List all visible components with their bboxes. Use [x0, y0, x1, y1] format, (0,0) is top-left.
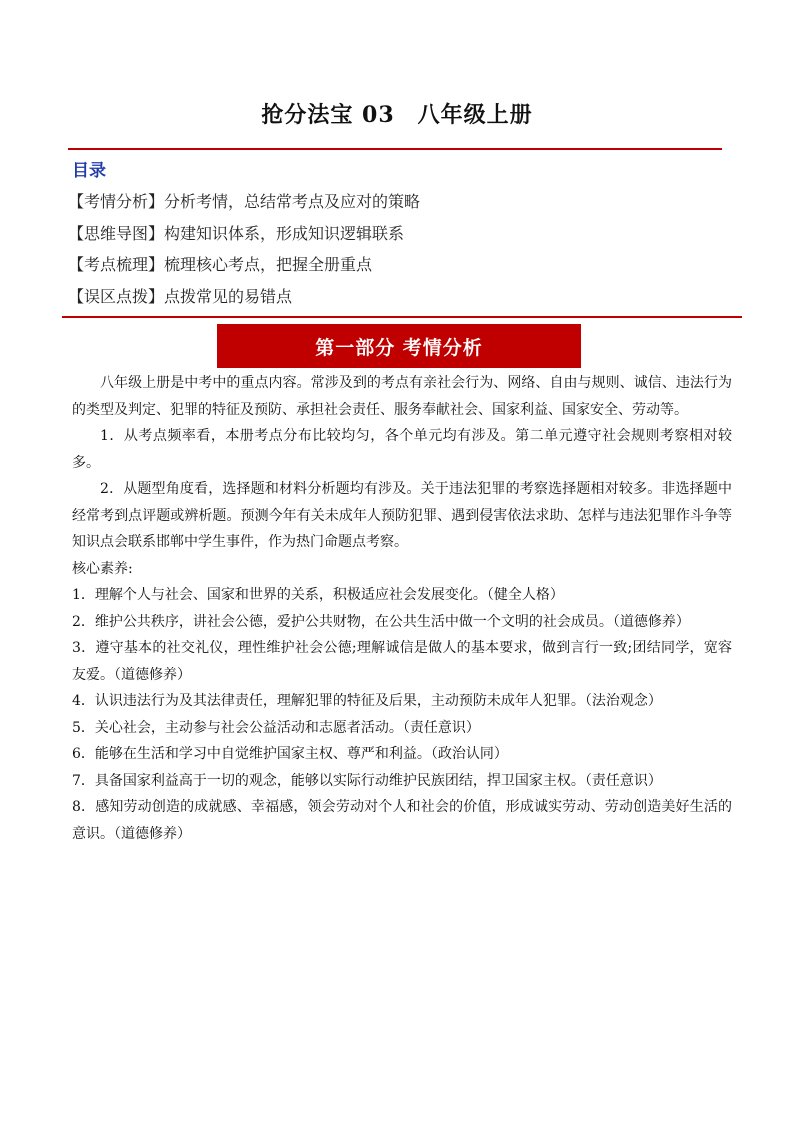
toc-heading: 目录: [72, 161, 106, 181]
literacy-heading: 核心素养:: [72, 560, 133, 577]
literacy-item: 8．感知劳动创造的成就感、幸福感，领会劳动对个人和社会的价值，形成诚实劳动、劳动创造美好生活的意识。（道德修养）: [72, 799, 732, 842]
literacy-item: 7．具备国家利益高于一切的观念，能够以实际行动维护民族团结，捍卫国家主权。（责任意识）: [72, 772, 662, 789]
question-type-paragraph: 2．从题型角度看，选择题和材料分析题均有涉及。关于违法犯罪的考察选择题相对较多。非选择题中经常考到点评题或辨析题。预测今年有关未成年人预防犯罪、遇到侵害依法求助、怎样与违法犯罪作斗争等知识点会联系邯郸中学生事件，作为热门命题点考察。: [72, 481, 732, 550]
literacy-item: 2．维护公共秩序，讲社会公德，爱护公共财物，在公共生活中做一个文明的社会成员。（道德修养）: [72, 613, 690, 630]
toc-item-keypoints: 【考点梳理】梳理核心考点，把握全册重点: [68, 255, 373, 274]
section-banner: 第一部分 考情分析: [217, 324, 581, 368]
literacy-item: 6．能够在生活和学习中自觉维护国家主权、尊严和利益。（政治认同）: [72, 746, 508, 762]
content-body: [72, 370, 732, 847]
literacy-item: 5．关心社会，主动参与社会公益活动和志愿者活动。（责任意识）: [72, 719, 480, 736]
intro-paragraph: 八年级上册是中考中的重点内容。常涉及到的考点有亲社会行为、网络、自由与规则、诚信、违法行为的类型及判定、犯罪的特征及预防、承担社会责任、服务奉献社会、国家利益、国家安全、劳动等。: [72, 375, 732, 418]
literacy-item: 4．认识违法行为及其法律责任，理解犯罪的特征及后果，主动预防未成年人犯罪。（法治观念）: [72, 693, 662, 709]
toc-item-analysis: 【考情分析】分析考情，总结常考点及应对的策略: [68, 192, 421, 211]
toc-item-pitfalls: 【误区点拨】点拨常见的易错点: [68, 286, 293, 306]
literacy-item: 3．遵守基本的社交礼仪，理性维护社会公德;理解诚信是做人的基本要求，做到言行一致;团结同学，宽容友爱。（道德修养）: [72, 640, 732, 683]
frequency-paragraph: 1．从考点频率看，本册考点分布比较均匀，各个单元均有涉及。第二单元遵守社会规则考察相对较多。: [72, 428, 732, 471]
divider-top: [68, 148, 722, 150]
toc-item-mindmap: 【思维导图】构建知识体系，形成知识逻辑联系: [68, 223, 405, 243]
divider-bottom: [62, 316, 742, 318]
toc-list: [68, 186, 420, 312]
literacy-item: 1．理解个人与社会、国家和世界的关系，积极适应社会发展变化。（健全人格）: [72, 587, 564, 603]
page-title: 抢分法宝 03 八年级上册: [261, 102, 533, 128]
